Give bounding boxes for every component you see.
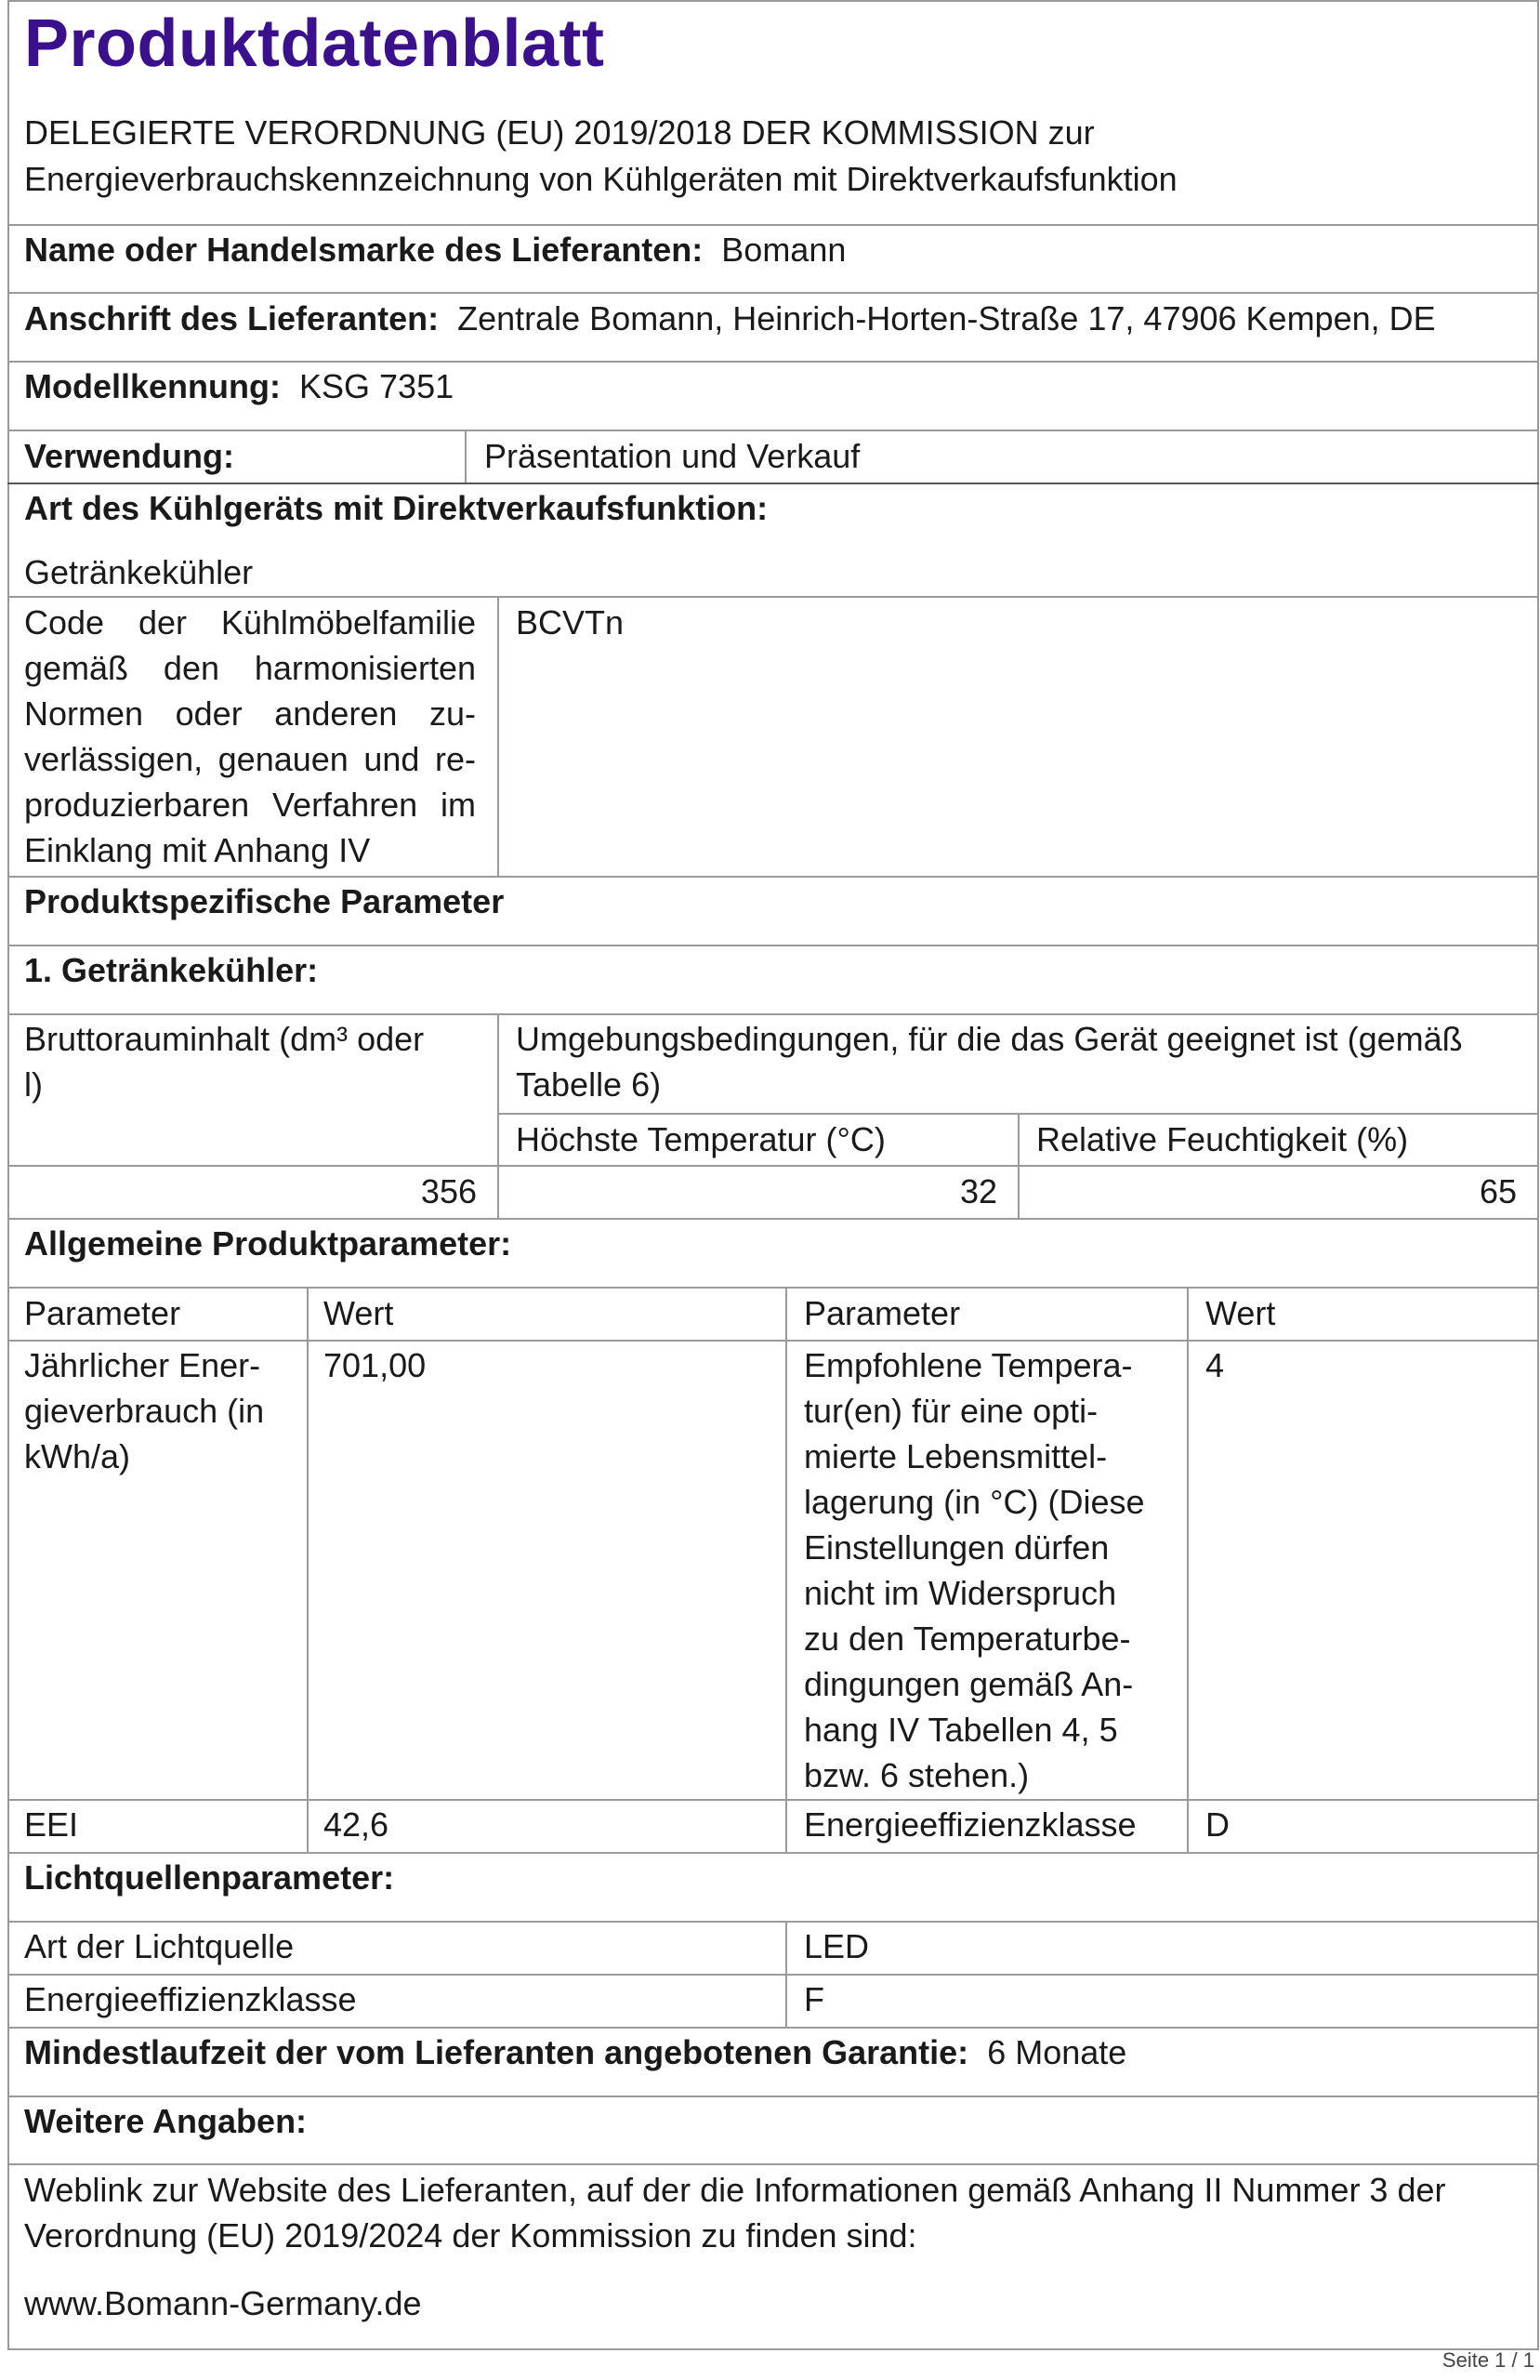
row-divider xyxy=(7,1974,1539,1976)
appliance-type-label: Art des Kühlgeräts mit Direktverkaufsfunktion: xyxy=(24,489,769,527)
row-divider xyxy=(7,596,1539,598)
row-divider xyxy=(7,361,1539,363)
volume-label-line-1: Bruttorauminhalt (dm³ oder xyxy=(24,1020,425,1058)
energy-label-line: Jährlicher Ener- xyxy=(24,1346,261,1384)
row-divider xyxy=(7,224,1539,226)
volume-value: 356 xyxy=(420,1172,477,1210)
row-divider xyxy=(7,876,1539,878)
usage-label: Verwendung: xyxy=(24,437,235,475)
family-code-value: BCVTn xyxy=(516,603,625,641)
general-col-value-1: Wert xyxy=(323,1294,394,1332)
page-number: Seite 1 / 1 xyxy=(1441,2348,1534,2372)
light-type-value: LED xyxy=(804,1927,870,1965)
row-divider xyxy=(7,945,1539,946)
supplier-website-link[interactable]: www.Bomann-Germany.de xyxy=(24,2284,422,2322)
temp-label-line: tur(en) für eine opti- xyxy=(804,1392,1099,1430)
light-heading: Lichtquellenparameter: xyxy=(24,1858,395,1897)
family-code-label xyxy=(24,600,476,873)
temp-label-line: mierte Lebensmittel- xyxy=(804,1437,1108,1475)
max-temp-label: Höchste Temperatur (°C) xyxy=(516,1120,886,1158)
column-divider xyxy=(1018,1113,1020,1218)
supplier-name-row xyxy=(24,227,846,272)
model-label: Modellkennung: xyxy=(24,367,281,405)
row-divider xyxy=(7,1218,1539,1220)
energy-class-value: D xyxy=(1205,1805,1230,1844)
energy-class-label: Energieeffizienzklasse xyxy=(804,1805,1137,1844)
warranty-row xyxy=(24,2030,1126,2075)
usage-value: Präsentation und Verkauf xyxy=(484,437,861,475)
temp-label-line: dingungen gemäß An- xyxy=(804,1665,1134,1703)
general-heading: Allgemeine Produktparameter: xyxy=(24,1224,512,1263)
energy-label-line: kWh/a) xyxy=(24,1437,131,1475)
row-divider xyxy=(7,483,1539,484)
warranty-value: 6 Monate xyxy=(987,2033,1127,2071)
temp-label-line: bzw. 6 stehen.) xyxy=(804,1756,1030,1794)
recommended-temp-label xyxy=(804,1342,1145,1798)
family-code-line: Normen oder anderen zu- xyxy=(24,694,476,733)
column-divider xyxy=(497,1013,499,1218)
supplier-address-label: Anschrift des Lieferanten: xyxy=(24,299,440,337)
energy-consumption-label xyxy=(24,1342,264,1479)
temp-label-line: zu den Temperaturbe- xyxy=(804,1620,1131,1658)
column-divider xyxy=(1187,1287,1189,1852)
further-heading: Weitere Angaben: xyxy=(24,2102,308,2140)
row-divider xyxy=(7,1921,1539,1923)
max-temp-value: 32 xyxy=(959,1172,997,1210)
supplier-name-label: Name oder Handelsmarke des Lieferanten: xyxy=(24,231,704,269)
column-divider xyxy=(497,596,499,876)
row-divider xyxy=(7,1340,1539,1342)
supplier-address-value: Zentrale Bomann, Heinrich-Horten-Straße 17, 47906 Kempen, DE xyxy=(457,299,1436,337)
temp-label-line: hang IV Tabellen 4, 5 xyxy=(804,1711,1118,1749)
specific-heading: Produktspezifische Parameter xyxy=(24,882,505,920)
page-title: Produktdatenblatt xyxy=(24,7,605,81)
row-divider xyxy=(7,1165,1539,1167)
row-divider xyxy=(7,1287,1539,1289)
row-divider xyxy=(7,1852,1539,1854)
energy-label-line: gieverbrauch (in xyxy=(24,1392,265,1430)
family-code-line: verlässigen, genauen und re- xyxy=(24,740,476,778)
row-divider xyxy=(7,2027,1539,2029)
temp-label-line: nicht im Widerspruch xyxy=(804,1574,1117,1612)
light-class-value: F xyxy=(804,1980,824,2018)
model-value: KSG 7351 xyxy=(299,367,454,405)
recommended-temp-value: 4 xyxy=(1205,1346,1225,1384)
row-divider xyxy=(7,292,1539,294)
humidity-label: Relative Feuchtigkeit (%) xyxy=(1036,1120,1409,1158)
ambient-label-line-1: Umgebungsbedingungen, für die das Gerät geeignet ist (gemäß xyxy=(516,1020,1463,1058)
row-divider xyxy=(7,1799,1539,1801)
temp-label-line: Einstellungen dürfen xyxy=(804,1528,1110,1567)
family-code-line: produzierbaren Verfahren im xyxy=(24,786,476,824)
supplier-address-row xyxy=(24,296,1436,341)
temp-label-line: Empfohlene Tempera- xyxy=(804,1346,1133,1384)
supplier-name-value: Bomann xyxy=(721,231,847,269)
specific-subheading: 1. Getränkekühler: xyxy=(24,951,319,989)
family-code-line: Code der Kühlmöbelfamilie xyxy=(24,603,476,641)
regulation-line-2: Energieverbrauchskennzeichnung von Kühlgeräten mit Direktverkaufsfunktion xyxy=(24,160,1178,198)
column-divider xyxy=(307,1287,309,1852)
energy-consumption-value: 701,00 xyxy=(323,1346,427,1384)
family-code-line: gemäß den harmonisierten xyxy=(24,649,476,687)
volume-label-line-2: l) xyxy=(24,1065,43,1104)
row-divider xyxy=(7,2096,1539,2097)
regulation-line-1: DELEGIERTE VERORDNUNG (EU) 2019/2018 DER KOMMISSION zur xyxy=(24,113,1095,152)
light-class-label: Energieeffizienzklasse xyxy=(24,1980,357,2018)
eei-value: 42,6 xyxy=(323,1805,389,1844)
column-divider xyxy=(785,1921,787,2027)
general-col-value-2: Wert xyxy=(1205,1294,1276,1332)
appliance-type-value: Getränkekühler xyxy=(24,553,254,591)
further-text-line-1: Weblink zur Website des Lieferanten, auf der die Informationen gemäß Anhang II Nummer 3 der xyxy=(24,2171,1446,2209)
ambient-label-line-2: Tabelle 6) xyxy=(516,1065,662,1104)
temp-label-line: lagerung (in °C) (Diese xyxy=(804,1483,1145,1521)
column-divider xyxy=(465,430,467,483)
family-code-line: Einklang mit Anhang IV xyxy=(24,831,371,869)
row-divider xyxy=(7,430,1539,431)
row-divider xyxy=(7,2163,1539,2165)
general-col-param-1: Parameter xyxy=(24,1294,181,1332)
light-type-label: Art der Lichtquelle xyxy=(24,1927,295,1965)
general-col-param-2: Parameter xyxy=(804,1294,961,1332)
further-text-line-2: Verordnung (EU) 2019/2024 der Kommission zu finden sind: xyxy=(24,2216,917,2254)
warranty-label: Mindestlaufzeit der vom Lieferanten angebotenen Garantie: xyxy=(24,2033,969,2071)
humidity-value: 65 xyxy=(1479,1172,1517,1210)
eei-label: EEI xyxy=(24,1805,79,1844)
model-row xyxy=(24,364,454,409)
column-divider xyxy=(785,1287,787,1852)
row-divider xyxy=(7,1013,1539,1015)
